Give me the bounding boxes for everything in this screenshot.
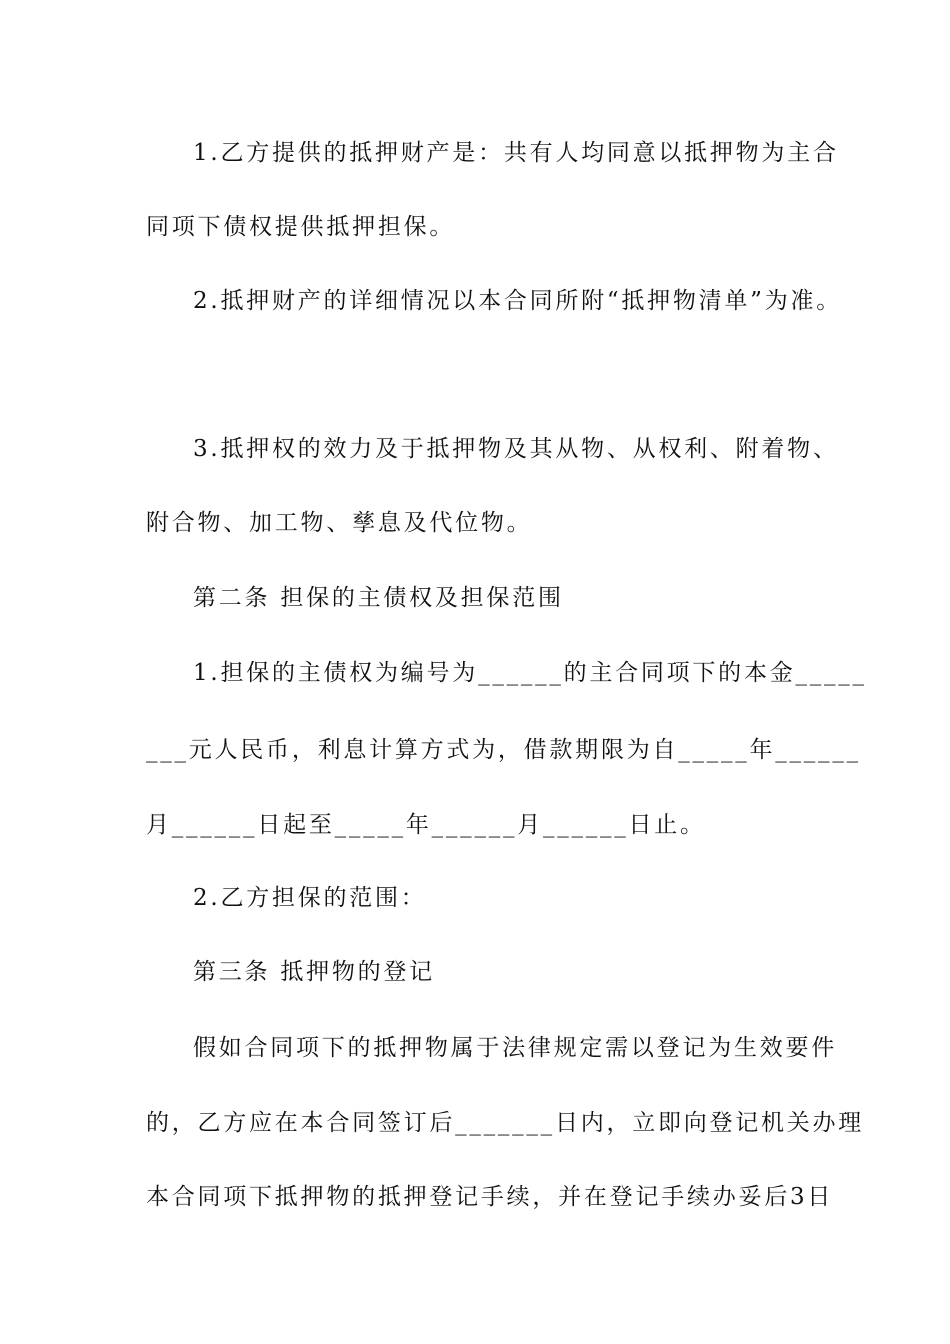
paragraph-line: 2.乙方担保的范围： [193,885,427,911]
paragraph-line: 的，乙方应在本合同签订后_______日内，立即向登记机关办理 [146,1110,865,1136]
paragraph-line: 附合物、加工物、孳息及代位物。 [146,510,533,536]
paragraph-line: 2.抵押财产的详细情况以本合同所附“抵押物清单”为准。 [193,288,842,314]
paragraph-line: 1.担保的主债权为编号为______的主合同项下的本金_____ [193,660,867,686]
paragraph-line: ___元人民币，利息计算方式为，借款期限为自_____年______ [146,737,861,763]
paragraph-line: 本合同项下抵押物的抵押登记手续，并在登记手续办妥后3日 [146,1184,834,1210]
paragraph-line: 3.抵押权的效力及于抵押物及其从物、从权利、附着物、 [193,436,839,462]
paragraph-line: 1.乙方提供的抵押财产是：共有人均同意以抵押物为主合 [193,140,839,166]
paragraph-line: 月______日起至_____年______月______日止。 [146,812,706,838]
section-heading: 第二条 担保的主债权及担保范围 [193,585,564,611]
section-heading: 第三条 抵押物的登记 [193,959,435,985]
paragraph-line: 同项下债权提供抵押担保。 [146,214,456,240]
paragraph-line: 假如合同项下的抵押物属于法律规定需以登记为生效要件 [193,1035,837,1061]
